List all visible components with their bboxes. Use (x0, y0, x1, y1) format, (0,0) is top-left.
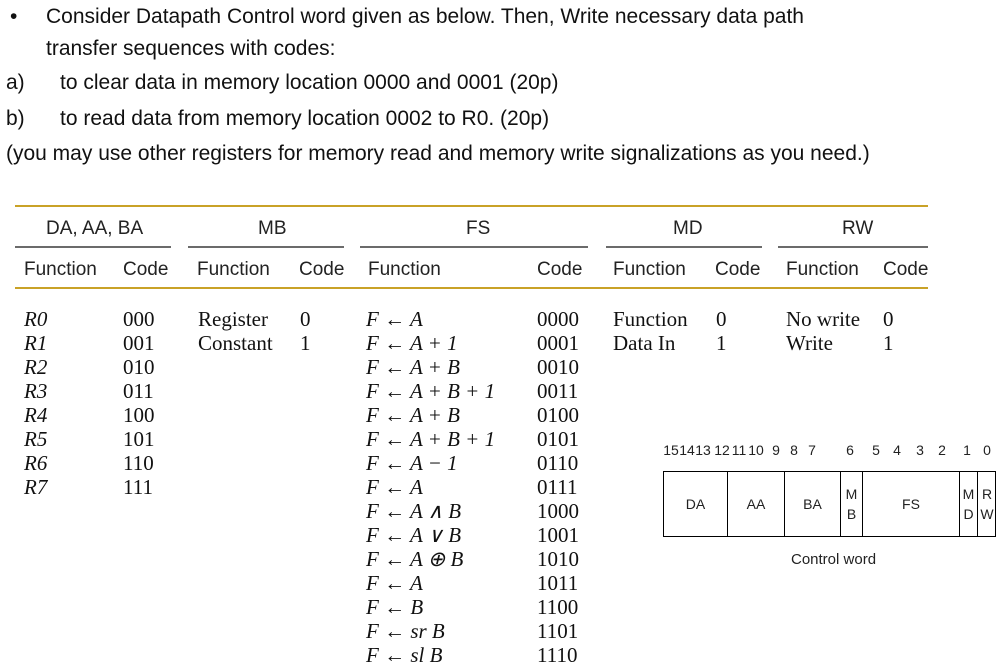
mb-code: 1 (300, 331, 311, 355)
fs-code: 1101 (537, 619, 579, 643)
md-code: 1 (716, 331, 727, 355)
group-header-fs: FS (466, 218, 491, 239)
cw-field-ba (785, 472, 841, 536)
fs-function-column (366, 307, 495, 667)
fs-function: F ← A (366, 307, 423, 331)
bit-number: 15 (663, 442, 679, 458)
rw-code: 1 (883, 331, 894, 355)
item-b-label: b) (6, 107, 25, 130)
da-code-column (123, 307, 155, 499)
fs-code: 1000 (537, 499, 579, 523)
note-text: (you may use other registers for memory read and memory write signalizations as you need.) (6, 142, 870, 165)
mb-function: Register (198, 307, 268, 331)
fs-code-column (537, 307, 579, 667)
md-code-column (716, 307, 727, 355)
fs-function: F ← A + B + 1 (366, 427, 496, 451)
fs-function: F ← A − 1 (366, 451, 458, 475)
subheader-code-fs: Code (537, 259, 583, 280)
bit-number: 13 (695, 442, 711, 458)
da-function: R1 (24, 331, 48, 355)
cw-field-da (664, 472, 728, 536)
group-rule-rw (778, 246, 928, 248)
fs-function: F ← sr B (366, 619, 445, 643)
question-line-1: Consider Datapath Control word given as below. Then, Write necessary data path (46, 5, 804, 28)
fs-function: F ← A (366, 475, 423, 499)
subheader-code-mb: Code (299, 259, 345, 280)
fs-code: 0101 (537, 427, 579, 451)
group-rule-md (606, 246, 762, 248)
da-code: 101 (123, 427, 155, 451)
group-rule-da (15, 246, 171, 248)
da-code: 010 (123, 355, 155, 379)
control-word-bit-numbers (663, 442, 996, 462)
item-b-text: to read data from memory location 0002 to R0. (20p) (60, 107, 550, 130)
da-code: 011 (123, 379, 154, 403)
da-function: R4 (24, 403, 48, 427)
da-code: 110 (123, 451, 154, 475)
subheader-code-da: Code (123, 259, 169, 280)
item-a-text: to clear data in memory location 0000 and 0001 (20p) (60, 71, 559, 94)
header-bottom-rule (15, 287, 928, 289)
fs-function: F ← A ∨ B (366, 523, 462, 547)
rw-function: No write (786, 307, 861, 331)
bit-number: 12 (714, 442, 730, 458)
fs-code: 1001 (537, 523, 579, 547)
cw-field-rw-top: R (981, 486, 993, 502)
rw-function-column (786, 307, 860, 355)
bit-number: 1 (963, 442, 971, 458)
subheader-code-rw: Code (883, 259, 929, 280)
group-header-md: MD (673, 218, 703, 239)
cw-field-md (960, 472, 978, 536)
item-a-label: a) (6, 71, 25, 94)
fs-code: 0110 (537, 451, 579, 475)
da-function-column (24, 307, 47, 499)
md-function: Data In (613, 331, 676, 355)
fs-code: 1100 (537, 595, 579, 619)
bit-number: 14 (679, 442, 695, 458)
cw-field-mb (841, 472, 863, 536)
md-function: Function (613, 307, 688, 331)
mb-code-column (300, 307, 311, 355)
fs-function: F ← sl B (366, 643, 443, 667)
da-function: R6 (24, 451, 48, 475)
rw-code: 0 (883, 307, 894, 331)
fs-code: 0010 (537, 355, 579, 379)
fs-function: F ← A + B + 1 (366, 379, 496, 403)
cw-field-rw (978, 472, 996, 536)
cw-field-mb-bottom: B (846, 506, 857, 522)
da-function: R0 (24, 307, 48, 331)
group-header-da: DA, AA, BA (46, 218, 144, 239)
bit-number: 11 (731, 442, 747, 458)
bit-number: 2 (938, 442, 946, 458)
fs-code: 0100 (537, 403, 579, 427)
bit-number: 8 (790, 442, 798, 458)
bit-number: 5 (872, 442, 880, 458)
cw-field-rw-bottom: W (980, 506, 994, 522)
fs-code: 1010 (537, 547, 579, 571)
subheader-function-rw: Function (786, 259, 859, 280)
fs-code: 0001 (537, 331, 579, 355)
bit-number: 7 (808, 442, 816, 458)
fs-function: F ← A ⊕ B (366, 547, 464, 571)
fs-function: F ← A + 1 (366, 331, 458, 355)
da-code: 111 (123, 475, 153, 499)
mb-code: 0 (300, 307, 311, 331)
control-word-caption: Control word (791, 551, 877, 568)
bit-number: 4 (893, 442, 901, 458)
mb-function-column (198, 307, 273, 355)
group-rule-fs (360, 246, 588, 248)
bit-number: 9 (772, 442, 780, 458)
fs-function: F ← A ∧ B (366, 499, 462, 523)
subheader-function-mb: Function (197, 259, 270, 280)
cw-field-fs-label: FS (902, 496, 920, 512)
fs-code: 0011 (537, 379, 579, 403)
subheader-function-fs: Function (368, 259, 441, 280)
fs-code: 1110 (537, 643, 578, 667)
group-rule-mb (188, 246, 344, 248)
cw-field-fs (863, 472, 960, 536)
control-word-box (663, 471, 996, 537)
mb-function: Constant (198, 331, 273, 355)
bit-number: 0 (983, 442, 991, 458)
md-code: 0 (716, 307, 727, 331)
cw-field-md-top: M (962, 486, 975, 502)
bullet: • (10, 5, 18, 28)
fs-code: 0000 (537, 307, 579, 331)
subheader-function-md: Function (613, 259, 686, 280)
da-function: R2 (24, 355, 48, 379)
fs-function: F ← A (366, 571, 423, 595)
fs-code: 1011 (537, 571, 579, 595)
cw-field-ba-label: BA (803, 496, 822, 512)
question-line-2: transfer sequences with codes: (46, 37, 336, 60)
rw-code-column (883, 307, 894, 355)
fs-function: F ← A + B (366, 355, 460, 379)
cw-field-aa (728, 472, 785, 536)
md-function-column (613, 307, 688, 355)
group-header-rw: RW (842, 218, 874, 239)
da-code: 100 (123, 403, 155, 427)
cw-field-da-label: DA (685, 496, 706, 512)
group-header-mb: MB (258, 218, 287, 239)
subheader-code-md: Code (715, 259, 761, 280)
cw-field-mb-top: M (845, 486, 858, 502)
cw-field-md-bottom: D (963, 506, 974, 522)
da-code: 001 (123, 331, 155, 355)
rw-function: Write (786, 331, 833, 355)
fs-function: F ← B (366, 595, 424, 619)
bit-number: 6 (846, 442, 854, 458)
table-top-rule (15, 205, 928, 207)
fs-function: F ← A + B (366, 403, 460, 427)
da-function: R3 (24, 379, 48, 403)
subheader-function-da: Function (24, 259, 97, 280)
cw-field-aa-label: AA (746, 496, 766, 512)
fs-code: 0111 (537, 475, 578, 499)
da-code: 000 (123, 307, 155, 331)
da-function: R7 (24, 475, 48, 499)
bit-number: 3 (916, 442, 924, 458)
da-function: R5 (24, 427, 48, 451)
bit-number: 10 (748, 442, 764, 458)
